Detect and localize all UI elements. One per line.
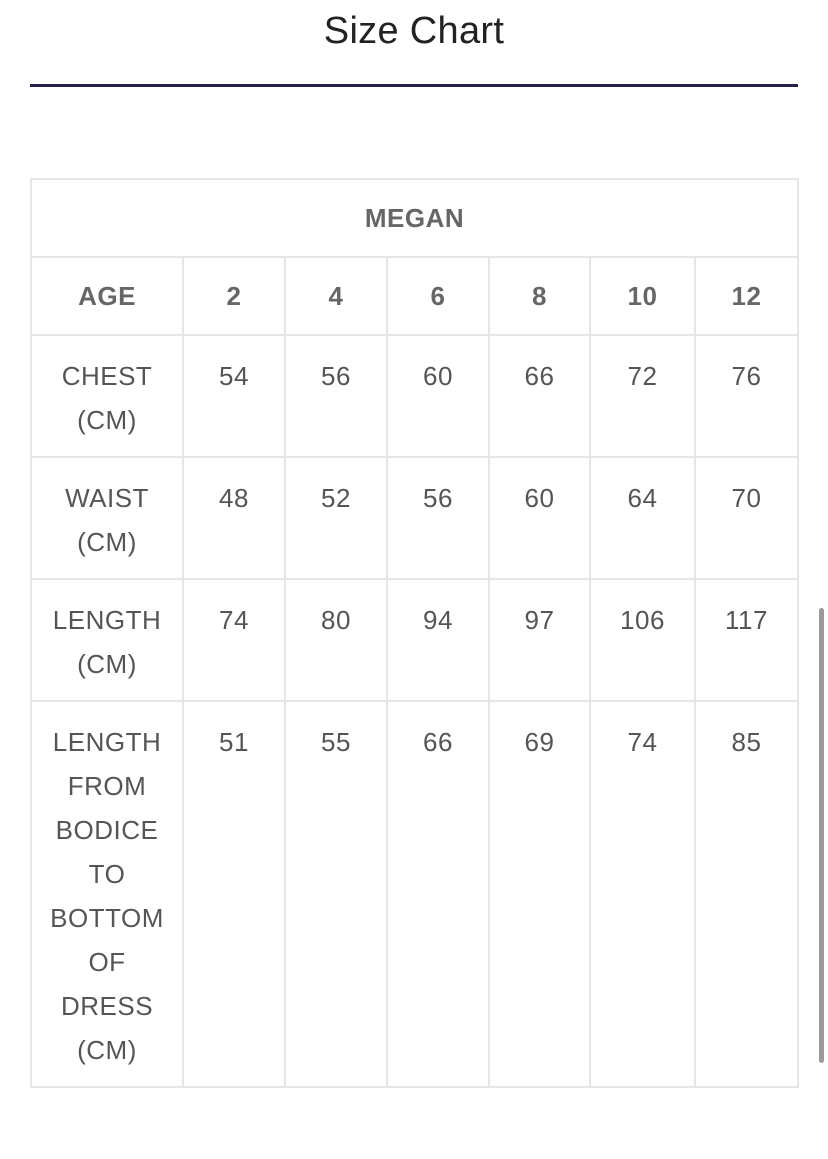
row-label-line: (CM) bbox=[77, 1035, 137, 1065]
column-header: 6 bbox=[387, 257, 489, 335]
table-cell: 66 bbox=[387, 701, 489, 1087]
table-caption: MEGAN bbox=[31, 179, 798, 257]
column-header: 10 bbox=[590, 257, 695, 335]
table-body bbox=[31, 335, 798, 1087]
row-label-line: BOTTOM bbox=[50, 903, 164, 933]
row-label bbox=[31, 579, 183, 701]
row-label-line: FROM bbox=[67, 771, 147, 801]
row-label-line: LENGTH bbox=[52, 605, 162, 635]
title-divider bbox=[30, 84, 798, 87]
table-cell: 72 bbox=[590, 335, 695, 457]
table-cell: 106 bbox=[590, 579, 695, 701]
size-table bbox=[30, 178, 799, 1088]
column-header: 4 bbox=[285, 257, 387, 335]
row-label-line: CHEST bbox=[61, 361, 153, 391]
table-cell: 64 bbox=[590, 457, 695, 579]
table-cell: 56 bbox=[387, 457, 489, 579]
table-header-row bbox=[31, 257, 798, 335]
row-label-line: (CM) bbox=[77, 405, 137, 435]
table-cell: 97 bbox=[489, 579, 590, 701]
table-row bbox=[31, 701, 798, 1087]
table-cell: 76 bbox=[695, 335, 798, 457]
table-cell: 74 bbox=[590, 701, 695, 1087]
table-cell: 48 bbox=[183, 457, 285, 579]
row-label-line: TO bbox=[88, 859, 126, 889]
table-cell: 85 bbox=[695, 701, 798, 1087]
row-label-line: BODICE bbox=[55, 815, 159, 845]
column-header-age: AGE bbox=[31, 257, 183, 335]
row-label-line: (CM) bbox=[77, 649, 137, 679]
table-row bbox=[31, 457, 798, 579]
table-cell: 70 bbox=[695, 457, 798, 579]
page-title: Size Chart bbox=[323, 10, 505, 52]
table-cell: 56 bbox=[285, 335, 387, 457]
table-cell: 69 bbox=[489, 701, 590, 1087]
table-cell: 54 bbox=[183, 335, 285, 457]
column-header: 2 bbox=[183, 257, 285, 335]
table-cell: 51 bbox=[183, 701, 285, 1087]
row-label-line: OF bbox=[88, 947, 126, 977]
row-label bbox=[31, 457, 183, 579]
table-cell: 117 bbox=[695, 579, 798, 701]
scrollbar[interactable] bbox=[819, 608, 824, 1063]
column-header: 12 bbox=[695, 257, 798, 335]
table-cell: 66 bbox=[489, 335, 590, 457]
table-cell: 74 bbox=[183, 579, 285, 701]
row-label-line: DRESS bbox=[60, 991, 154, 1021]
table-cell: 80 bbox=[285, 579, 387, 701]
column-header: 8 bbox=[489, 257, 590, 335]
table-cell: 55 bbox=[285, 701, 387, 1087]
table-cell: 60 bbox=[489, 457, 590, 579]
row-label-line: LENGTH bbox=[52, 727, 162, 757]
table-row bbox=[31, 579, 798, 701]
table-row bbox=[31, 335, 798, 457]
table-cell: 60 bbox=[387, 335, 489, 457]
table-cell: 94 bbox=[387, 579, 489, 701]
row-label-line: (CM) bbox=[77, 527, 137, 557]
row-label bbox=[31, 701, 183, 1087]
row-label-line: WAIST bbox=[65, 483, 149, 513]
row-label bbox=[31, 335, 183, 457]
table-cell: 52 bbox=[285, 457, 387, 579]
